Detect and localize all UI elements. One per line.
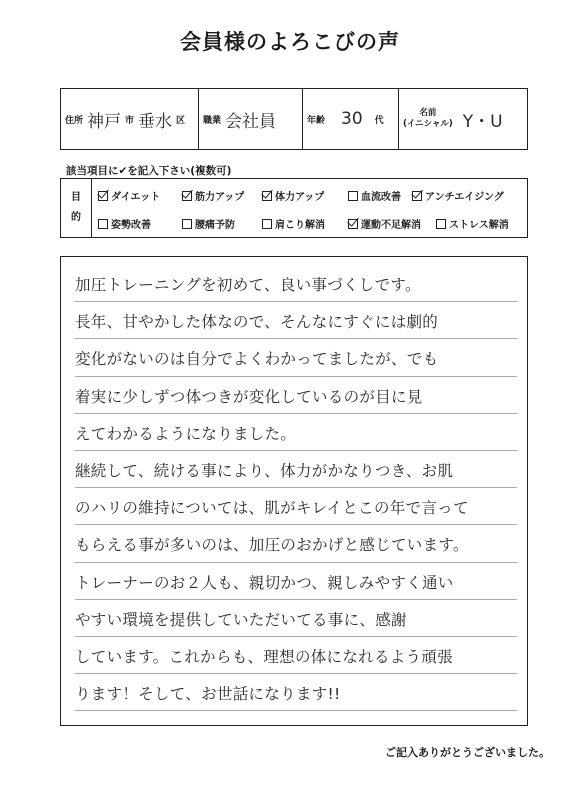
checkbox-icon[interactable]	[98, 219, 108, 229]
name-sub-label: (イニシャル)	[403, 119, 453, 129]
name-value: Y・U	[462, 111, 503, 132]
city-suffix: 市	[125, 115, 135, 126]
purpose-table	[60, 178, 528, 238]
checkbox-icon[interactable]	[348, 191, 358, 201]
testimonial-line: もらえる事が多いのは、加圧のおかげと感じています。	[75, 525, 517, 562]
purpose-item-strength[interactable]: 筋力アップ	[182, 188, 244, 203]
testimonial-line: のハリの維持については、肌がキレイとこの年で言って	[75, 488, 517, 525]
ward-suffix: 区	[176, 115, 186, 126]
testimonial-line: トレーナーのお２人も、親切かつ、親しみやすく通い	[75, 563, 517, 600]
purpose-item-stamina[interactable]: 体力アップ	[262, 188, 324, 203]
testimonial-line: 着実に少しずつ体つきが変化しているのが目に見	[75, 377, 517, 414]
age-suffix: 代	[374, 115, 384, 126]
testimonial-line: ります！そして、お世話になります!!	[75, 674, 517, 711]
testimonial-line: 継続して、続ける事により、体力がかなりつき、お肌	[75, 451, 517, 488]
checkbox-icon[interactable]	[412, 191, 422, 201]
testimonial-box	[60, 256, 528, 726]
address-city: 神戸	[87, 111, 122, 132]
testimonial-line: やすい環境を提供していただいてる事に、感謝	[75, 600, 517, 637]
purpose-item-shoulder[interactable]: 肩こり解消	[262, 216, 325, 231]
job-cell	[199, 89, 303, 149]
name-cell	[399, 89, 527, 149]
purpose-item-circulation[interactable]: 血流改善	[348, 188, 401, 203]
info-table	[60, 88, 528, 150]
checkbox-icon[interactable]	[98, 191, 108, 201]
checkbox-icon[interactable]	[262, 191, 272, 201]
address-label: 住所	[65, 115, 84, 126]
testimonial-line: 変化がないのは自分でよくわかってましたが、でも	[75, 339, 517, 376]
checkbox-icon[interactable]	[436, 219, 446, 229]
testimonial-line: 加圧トレーニングを初めて、良い事づくしです。	[75, 265, 517, 302]
purpose-item-backpain[interactable]: 腰痛予防	[182, 216, 235, 231]
checkbox-icon[interactable]	[262, 219, 272, 229]
age-value: 30	[341, 109, 363, 129]
purpose-item-posture[interactable]: 姿勢改善	[98, 216, 151, 231]
checkbox-icon[interactable]	[182, 191, 192, 201]
purpose-item-antiaging[interactable]: アンチエイジング	[412, 188, 504, 203]
purpose-label: 目 的	[61, 179, 92, 237]
address-ward: 垂水	[138, 111, 173, 132]
age-cell	[303, 89, 399, 149]
job-value: 会社員	[225, 111, 277, 132]
footer-thanks: ご記入ありがとうございました。	[385, 746, 550, 759]
purpose-item-exercise[interactable]: 運動不足解消	[348, 216, 421, 231]
check-instruction: 該当項目に✔を記入下さい(複数可)	[66, 165, 232, 177]
testimonial-line: 長年、甘やかした体なので、そんなにすぐには劇的	[75, 302, 517, 339]
page-title: 会員様のよろこびの声	[180, 30, 400, 54]
address-cell	[61, 89, 199, 149]
job-label: 職業	[203, 115, 222, 126]
name-label-group	[403, 108, 453, 130]
purpose-item-stress[interactable]: ストレス解消	[436, 216, 509, 231]
age-label: 年齢	[307, 115, 326, 126]
checkbox-icon[interactable]	[348, 219, 358, 229]
testimonial-line: えてわかるようになりました。	[75, 414, 517, 451]
testimonial-line: しています。これからも、理想の体になれるよう頑張	[75, 637, 517, 674]
purpose-item-diet[interactable]: ダイエット	[98, 188, 160, 203]
purpose-items	[92, 179, 527, 237]
name-label: 名前	[419, 108, 437, 118]
checkbox-icon[interactable]	[182, 219, 192, 229]
